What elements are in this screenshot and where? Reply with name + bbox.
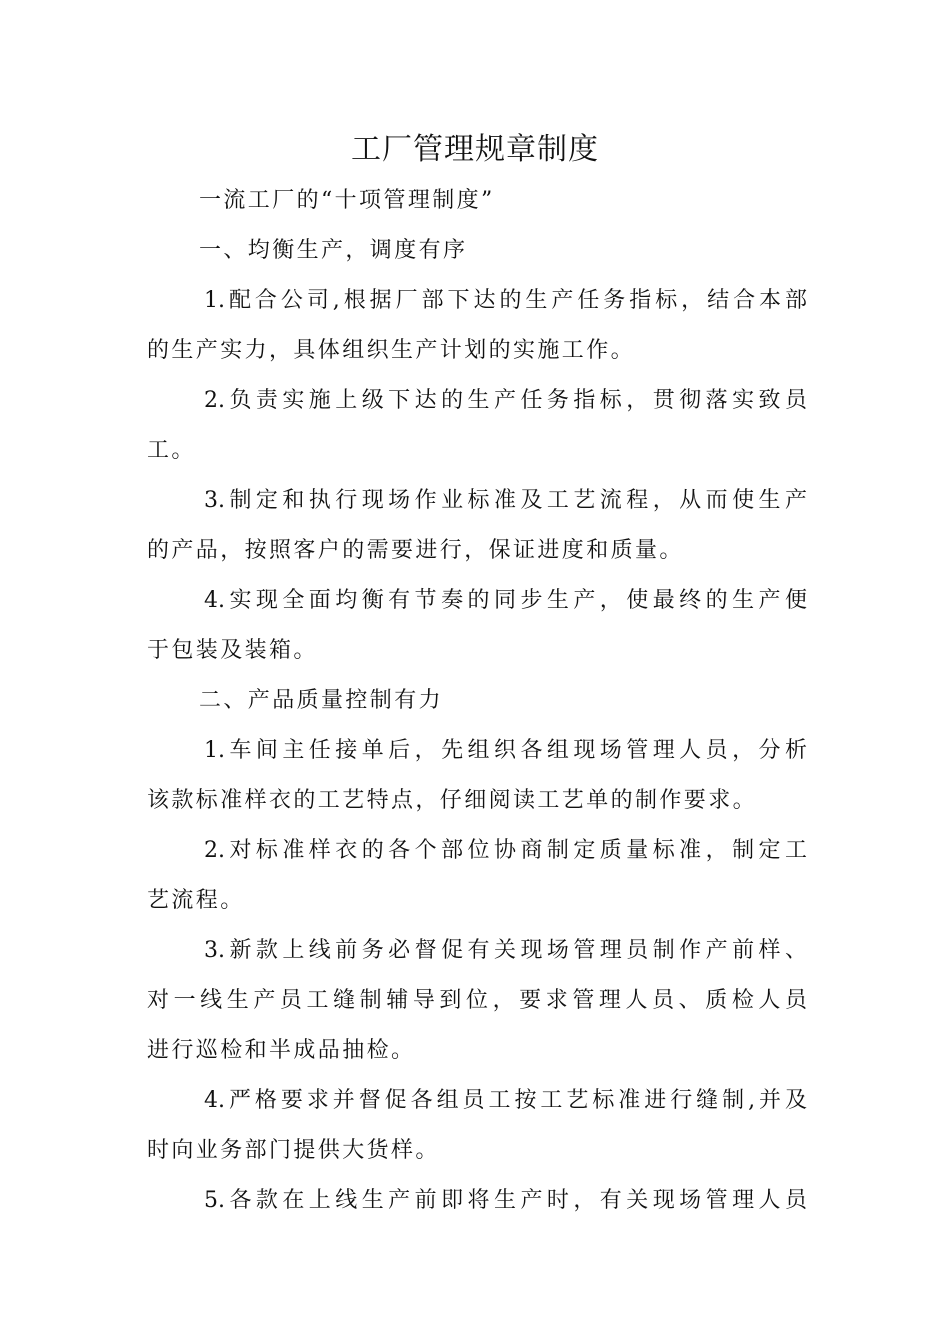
- section-heading-2: 二、产品质量控制有力: [199, 688, 444, 713]
- paragraph-line: 该款标准样衣的工艺特点，仔细阅读工艺单的制作要求。: [147, 788, 758, 813]
- paragraph-line: 于包装及装箱。: [147, 638, 318, 663]
- intro-line: 一流工厂的“十项管理制度”: [199, 188, 495, 213]
- paragraph-line: 4.实现全面均衡有节奏的同步生产，使最终的生产便: [204, 588, 807, 613]
- paragraph-line: 进行巡检和半成品抽检。: [147, 1038, 416, 1063]
- paragraph-line: 时向业务部门提供大货样。: [147, 1138, 440, 1163]
- paragraph-line: 对一线生产员工缝制辅导到位，要求管理人员、质检人员: [147, 988, 807, 1013]
- paragraph-line: 3.新款上线前务必督促有关现场管理员制作产前样、: [204, 938, 807, 963]
- paragraph-line: 的生产实力，具体组织生产计划的实施工作。: [147, 338, 636, 363]
- paragraph-line: 5.各款在上线生产前即将生产时，有关现场管理人员: [204, 1188, 807, 1213]
- paragraph-line: 2.对标准样衣的各个部位协商制定质量标准，制定工: [204, 838, 807, 863]
- paragraph-line: 艺流程。: [147, 888, 245, 913]
- paragraph-line: 3.制定和执行现场作业标准及工艺流程，从而使生产: [204, 488, 807, 513]
- paragraph-line: 2.负责实施上级下达的生产任务指标，贯彻落实致员: [204, 388, 807, 413]
- paragraph-line: 4.严格要求并督促各组员工按工艺标准进行缝制,并及: [204, 1088, 807, 1113]
- document-title: 工厂管理规章制度: [351, 132, 599, 167]
- paragraph-line: 的产品，按照客户的需要进行，保证进度和质量。: [147, 538, 684, 563]
- section-heading-1: 一、均衡生产，调度有序: [199, 238, 468, 263]
- document-body: [147, 176, 807, 1226]
- paragraph-line: 1.车间主任接单后，先组织各组现场管理人员，分析: [204, 738, 807, 763]
- paragraph-line: 工。: [147, 438, 196, 463]
- paragraph-line: 1.配合公司,根据厂部下达的生产任务指标，结合本部: [204, 288, 807, 313]
